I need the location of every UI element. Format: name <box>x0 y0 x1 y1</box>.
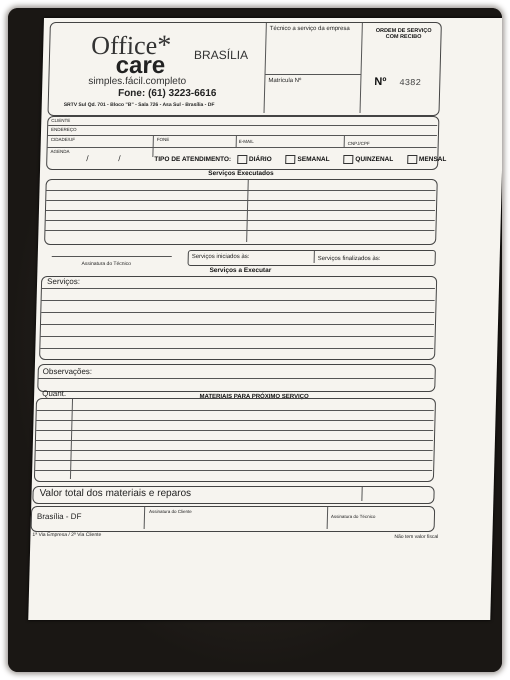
servicos-field-label: Serviços: <box>46 277 81 286</box>
address: SRTV Sul Qd. 701 - Bloco "B" - Sala 726 - Asa Sul - Brasília - DF <box>63 102 215 108</box>
materiais-line <box>37 410 434 411</box>
exec-line <box>46 220 435 221</box>
header-hline <box>266 74 361 75</box>
todo-line <box>41 324 434 325</box>
numero-value: 4382 <box>399 78 422 88</box>
materiais-line <box>36 420 433 421</box>
agenda-date-sep-2: / <box>118 154 121 163</box>
footer-signature-box <box>31 506 436 532</box>
local-label: Brasília - DF <box>36 512 82 521</box>
service-order-form <box>28 18 502 620</box>
diario-checkbox[interactable] <box>237 155 247 164</box>
semanal-label: SEMANAL <box>297 156 330 164</box>
tipo-label: TIPO DE ATENDIMENTO: <box>154 156 232 164</box>
mensal-label: MENSAL <box>418 156 447 164</box>
logo-star: * <box>156 30 172 61</box>
matricula-label: Matrícula Nº <box>268 78 302 84</box>
observacoes-line <box>39 378 434 379</box>
logo-office-text: Office <box>90 31 158 60</box>
exec-line <box>46 190 435 191</box>
client-row-line-2 <box>48 135 437 136</box>
tipo-atendimento <box>154 155 446 164</box>
todo-line <box>41 336 434 337</box>
agenda-label: AGENDA <box>50 149 70 154</box>
client-row-line-1 <box>48 125 437 126</box>
cidade-label: CIDADE/UF <box>50 137 76 142</box>
logo-care-text: care <box>115 52 166 79</box>
exec-line <box>46 210 435 211</box>
servicos-executados-title: Serviços Executados <box>208 170 274 177</box>
email-label: E-MAIL <box>238 139 254 144</box>
materiais-line <box>36 430 433 431</box>
mensal-checkbox[interactable] <box>407 155 417 164</box>
quinzenal-label: QUINZENAL <box>355 156 394 164</box>
finalizados-label: Serviços finalizados às: <box>317 256 381 262</box>
valor-total-label: Valor total dos materiais e reparos <box>39 488 192 499</box>
client-row-line-3 <box>48 147 437 148</box>
servicos-executados-box <box>44 179 438 245</box>
materiais-line <box>36 450 433 451</box>
materiais-line <box>36 440 433 441</box>
quant-label: Quant. <box>42 389 67 398</box>
assinatura-tecnico-line <box>52 256 172 257</box>
exec-line <box>45 230 434 231</box>
cliente-label: CLIENTE <box>51 118 71 123</box>
materiais-line <box>35 470 432 471</box>
materiais-line <box>35 460 432 461</box>
tagline: simples.fácil.completo <box>88 76 187 87</box>
todo-line <box>40 348 433 349</box>
assinatura-tecnico-footer-label: Assinatura do Técnico <box>330 514 376 519</box>
endereco-label: ENDEREÇO <box>51 127 77 132</box>
logo-city: BRASÍLIA <box>193 48 249 62</box>
todo-line <box>41 312 434 313</box>
vias-label: 1ª Via Empresa / 2ª Via Cliente <box>32 532 102 538</box>
quinzenal-checkbox[interactable] <box>343 155 353 164</box>
tecnico-label: Técnico a serviço da empresa <box>269 26 350 32</box>
nao-fiscal-label: Não tem valor fiscal <box>394 534 439 540</box>
iniciados-label: Serviços iniciados às: <box>191 254 250 260</box>
todo-line <box>42 288 435 289</box>
observacoes-label: Observações: <box>42 367 93 376</box>
fone-label: FONE <box>156 137 170 142</box>
materiais-title: MATERIAIS PARA PRÓXIMO SERVIÇO <box>199 394 309 400</box>
assinatura-cliente-label: Assinatura do Cliente <box>149 509 192 514</box>
diario-label: DIÁRIO <box>248 156 272 164</box>
cnpj-label: CNPJ/CPF <box>347 141 370 146</box>
numero-label: Nº <box>374 76 387 88</box>
phone: Fone: (61) 3223-6616 <box>117 88 217 99</box>
assinatura-tecnico-label: Assinatura do Técnico <box>81 261 132 267</box>
exec-line <box>46 200 435 201</box>
logo <box>90 32 266 78</box>
agenda-date-sep-1: / <box>86 154 89 163</box>
todo-line <box>42 300 435 301</box>
servicos-executar-title: Serviços a Executar <box>209 267 272 274</box>
semanal-checkbox[interactable] <box>285 155 295 164</box>
ordem-title: ORDEM DE SERVIÇO COM RECIBO <box>375 28 432 40</box>
photo-frame <box>8 8 502 672</box>
